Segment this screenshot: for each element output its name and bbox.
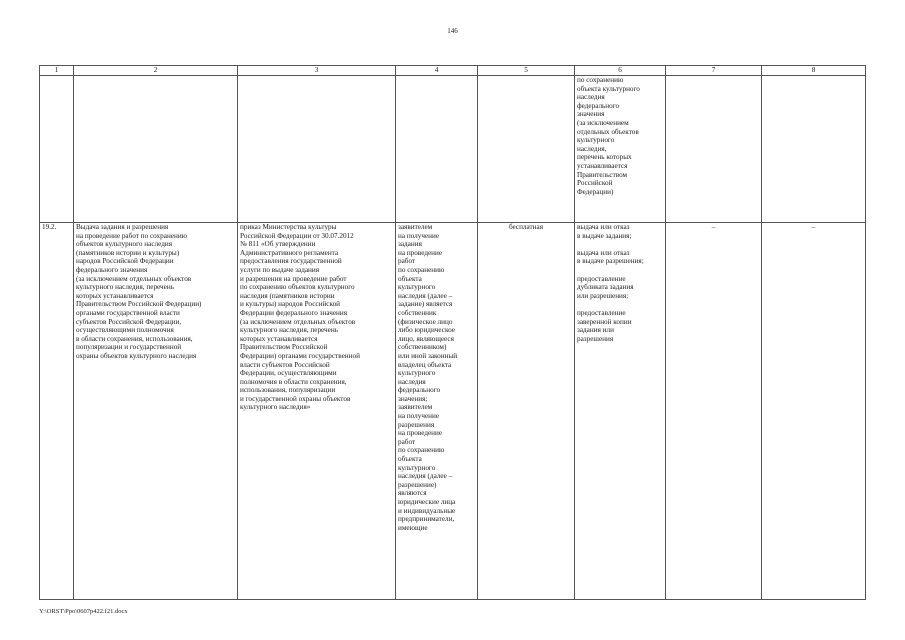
- column-header: 3: [238, 66, 396, 76]
- table-cell: [396, 223, 478, 600]
- column-header: 4: [396, 66, 478, 76]
- table-cell: [666, 76, 762, 223]
- column-header: 7: [666, 66, 762, 76]
- column-header: 6: [575, 66, 666, 76]
- service-name: Выдача задания и разрешения на проведение работ по сохранению объектов культурного наследия (памятников истории и культуры) народов Российской Федерации федерального значения (за исключением отдельных объектов культурного наследия, перечень которых устанавливается Правительством Российской Федерации) органами государственной власти субъектов Российской Федерации, осуществляющими полномочия в области сохранения, использования, популяризации и государственной охраны объектов культурного наследия: [76, 223, 202, 360]
- fee-text: бесплатная: [508, 223, 544, 231]
- file-path-footer: Y:\ORST\Ppo\0607p422.f21.docx: [39, 608, 128, 615]
- row-number: 19.2.: [42, 223, 57, 231]
- dash-value: –: [711, 223, 716, 231]
- table-cell: [762, 223, 866, 600]
- page-number: 146: [447, 27, 458, 35]
- column-header: 1: [40, 66, 74, 76]
- table-row-continuation: [40, 76, 866, 223]
- table-cell: [40, 76, 74, 223]
- table-cell: [238, 76, 396, 223]
- table-cell: [396, 76, 478, 223]
- column-header: 5: [478, 66, 575, 76]
- table-cell: [478, 76, 575, 223]
- table-cell: [666, 223, 762, 600]
- services-table: [39, 65, 866, 600]
- table-cell: [575, 76, 666, 223]
- table-cell: [40, 223, 74, 600]
- column-header: 8: [762, 66, 866, 76]
- table-cell: [74, 223, 238, 600]
- column-header: 2: [74, 66, 238, 76]
- dash-value: –: [811, 223, 816, 231]
- table-cell: [762, 76, 866, 223]
- table-cell: [74, 76, 238, 223]
- legal-act: приказ Министерства культуры Российской Федерации от 30.07.2012 № 811 «Об утверждении Административного регламента предоставления государственной услуги по выдаче задания и разрешения на проведение работ по сохранению объектов культурного наследия (памятников истории и культуры) народов Российской Федерации федерального значения (за исключением отдельных объектов культурного наследия, перечень которых устанавливается Правительством Российской Федерации) органами государственной власти субъектов Российской Федерации, осуществляющими полномочия в области сохранения, использования, популяризации и государственной охраны объектов культурного наследия»: [240, 223, 360, 412]
- table-cell: [238, 223, 396, 600]
- result-text-continuation: по сохранению объекта культурного наследия федерального значения (за исключением отдельных объектов культурного наследия, перечень которых устанавливается Правительством Российской Федерации): [577, 76, 640, 196]
- table-cell: [575, 223, 666, 600]
- table-row-19-2: [40, 223, 866, 600]
- column-number-row: [40, 66, 866, 76]
- result-text: выдача или отказ в выдаче задания; выдача или отказ в выдаче разрешения; предоставление дубликата задания или разрешения; предоставление заверенной копии задания или разрешения: [577, 223, 644, 343]
- table-cell: [478, 223, 575, 600]
- applicant-text: заявителем на получение задания на проведение работ по сохранению объекта культурного наследия (далее – задание) является собственник (физическое лицо либо юридическое лицо, являющееся собственником) или иной законный владелец объекта культурного наследия федерального значения; заявителем на получение разрешения на проведение работ по сохранению объекта культурного наследия (далее – разрешение) являются юридические лица и индивидуальные предприниматели, имеющие: [398, 223, 458, 532]
